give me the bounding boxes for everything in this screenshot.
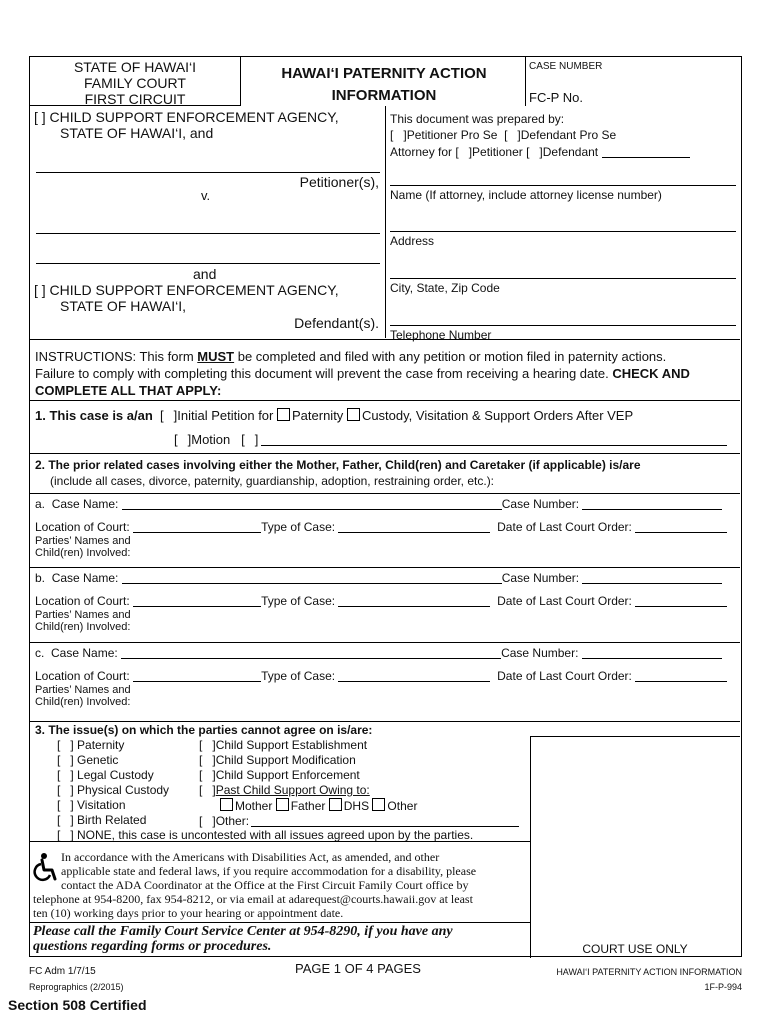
parties-row	[35, 609, 131, 633]
issue-physical-custody-label: Physical Custody	[77, 783, 170, 797]
location-label: Location of Court:	[35, 669, 130, 683]
case-number-label: Case Number:	[501, 571, 580, 585]
ada-line4: telephone at 954-8200, fax 954-8212, or via email at adarequest@courts.hawaii.gov at least	[33, 892, 473, 906]
entry-letter: b.	[35, 571, 46, 585]
section2-title: 2. The prior related cases involving either the Mother, Father, Child(ren) and Caretaker (if applicable) is/are	[35, 458, 641, 472]
issue-past-cs[interactable]: [ ]Past Child Support Owing to:	[199, 783, 370, 797]
parties-label-line1: Parties’ Names and	[35, 684, 131, 696]
case-number-line[interactable]	[582, 647, 722, 659]
court-use-label: COURT USE ONLY	[582, 942, 688, 956]
section1-label: 1. This case is a/an	[35, 408, 153, 423]
parties-row	[35, 535, 131, 559]
issue-other-label: Other:	[215, 814, 250, 828]
issue-paternity-label: Paternity	[77, 738, 125, 752]
attorney-petitioner-option[interactable]: Petitioner	[472, 145, 523, 159]
paternity-label: Paternity	[292, 408, 344, 423]
ada-notice-bottom	[33, 892, 473, 920]
versus-label: v.	[201, 188, 211, 203]
ada-line2: applicable state and federal laws, if you require accommodation for a disability, please	[61, 864, 477, 878]
petitioner-agency-line1[interactable]: [ ] CHILD SUPPORT ENFORCEMENT AGENCY,	[34, 109, 339, 125]
owing-dhs-label: DHS	[343, 799, 370, 813]
case-number-label: CASE NUMBER	[529, 61, 603, 72]
case-name-line[interactable]	[121, 647, 501, 659]
issue-birth-related[interactable]: [ ] Birth Related	[57, 813, 147, 827]
issue-cs-modification[interactable]: [ ]Child Support Modification	[199, 753, 356, 767]
defendant-agency-line1[interactable]: [ ] CHILD SUPPORT ENFORCEMENT AGENCY,	[34, 282, 339, 298]
issue-none-label: NONE, this case is uncontested with all issues agreed upon by the parties.	[77, 828, 474, 842]
case-name-label: Case Name:	[51, 571, 119, 585]
instructions-must: MUST	[197, 349, 235, 364]
location-row	[35, 594, 727, 608]
issue-other[interactable]: [ ]Other:	[199, 814, 519, 829]
issue-none[interactable]: [ ] NONE, this case is uncontested with all issues agreed upon by the parties.	[57, 828, 474, 842]
parties-label-line1: Parties’ Names and	[35, 609, 131, 621]
address-line[interactable]	[390, 231, 736, 232]
service-center-line2: questions regarding forms or procedures.	[33, 939, 272, 954]
owing-dhs-checkbox[interactable]	[329, 798, 342, 811]
phone-line[interactable]	[390, 325, 736, 326]
date-line[interactable]	[635, 521, 727, 533]
type-line[interactable]	[338, 670, 490, 682]
owing-other-label: Other	[387, 799, 418, 813]
name-line[interactable]	[390, 185, 736, 186]
motion-option[interactable]: Motion	[191, 432, 231, 447]
attorney-defendant-option[interactable]: Defendant	[542, 145, 599, 159]
case-name-row	[35, 571, 722, 585]
footer-form-title: HAWAI‘I PATERNITY ACTION INFORMATION	[556, 967, 742, 977]
date-line[interactable]	[635, 595, 727, 607]
issue-genetic[interactable]: [ ] Genetic	[57, 753, 119, 767]
petitioner-agency-line2: STATE OF HAWAI‘I, and	[60, 125, 214, 141]
issue-physical-custody[interactable]: [ ] Physical Custody	[57, 783, 170, 797]
service-center-note	[33, 924, 453, 954]
service-center-line1: Please call the Family Court Service Center at 954-8290, if you have any	[33, 924, 453, 939]
defendant-label: Defendant(s).	[294, 315, 379, 331]
location-line[interactable]	[133, 670, 261, 682]
paternity-checkbox[interactable]	[277, 408, 290, 421]
case-name-row	[35, 646, 722, 660]
date-label: Date of Last Court Order:	[497, 594, 632, 608]
parties-label-line2: Child(ren) Involved:	[35, 696, 131, 708]
defendant-agency	[34, 282, 339, 314]
ada-notice-top	[61, 850, 476, 892]
court-heading	[30, 59, 240, 107]
ada-line5: ten (10) working days prior to your hearing or appointment date.	[33, 906, 344, 920]
ada-line3: contact the ADA Coordinator at the Office at the First Circuit Family Court office by	[61, 878, 469, 892]
petitioner-label: Petitioner(s),	[299, 174, 379, 190]
issue-past-cs-label: Past Child Support Owing to:	[215, 783, 370, 797]
court-family: FAMILY COURT	[84, 75, 186, 91]
owing-mother-label: Mother	[235, 799, 273, 813]
entry-letter: a.	[35, 497, 46, 511]
attorney-other-line[interactable]	[602, 146, 690, 158]
instructions-prefix: INSTRUCTIONS: This form	[35, 349, 198, 364]
pro-se-defendant-option[interactable]: Defendant Pro Se	[520, 128, 617, 142]
case-name-label: Case Name:	[51, 646, 118, 660]
owing-mother-checkbox[interactable]	[220, 798, 233, 811]
footer-form-code: 1F-P-994	[704, 982, 742, 992]
case-name-label: Case Name:	[51, 497, 119, 511]
form-id: FC Adm 1/7/15	[29, 966, 96, 977]
pro-se-options: [ ]Petitioner Pro Se [ ]Defendant Pro Se	[390, 128, 617, 142]
issue-cs-establishment[interactable]: [ ]Child Support Establishment	[199, 738, 368, 752]
attorney-for-label: Attorney for	[390, 145, 453, 159]
owing-options	[199, 798, 519, 814]
form-title-line2: INFORMATION	[331, 87, 437, 104]
section-508-certified: Section 508 Certified	[8, 997, 147, 1013]
location-row	[35, 669, 727, 683]
issue-legal-custody-label: Legal Custody	[77, 768, 154, 782]
instructions-line1	[35, 348, 740, 365]
issue-cs-enforcement-label: Child Support Enforcement	[215, 768, 360, 782]
instructions-complete: COMPLETE ALL THAT APPLY:	[35, 383, 222, 398]
court-circuit: FIRST CIRCUIT	[84, 91, 186, 107]
motion-other-line[interactable]	[261, 434, 727, 446]
phone-label: Telephone Number	[390, 328, 492, 342]
defendant-name-line-2[interactable]	[36, 263, 380, 264]
paternity-form	[29, 56, 742, 957]
preparer-intro: This document was prepared by:	[390, 112, 565, 126]
custody-checkbox[interactable]	[347, 408, 360, 421]
pro-se-petitioner-option[interactable]: Petitioner Pro Se	[406, 128, 498, 142]
address-label: Address	[390, 234, 435, 248]
date-label: Date of Last Court Order:	[497, 669, 632, 683]
issue-other-line[interactable]	[251, 815, 519, 827]
issue-paternity[interactable]: [ ] Paternity	[57, 738, 125, 752]
form-title	[242, 63, 526, 107]
city-line[interactable]	[390, 278, 736, 279]
location-line[interactable]	[133, 521, 261, 533]
instructions-line2-text: Failure to comply with completing this document will prevent the case from receiving a hearing date.	[35, 366, 613, 381]
issue-legal-custody[interactable]: [ ] Legal Custody	[57, 768, 154, 782]
issue-birth-related-label: Birth Related	[77, 813, 147, 827]
issue-cs-modification-label: Child Support Modification	[215, 753, 356, 767]
type-label: Type of Case:	[261, 520, 336, 534]
section3-right-list	[199, 738, 519, 829]
section1-row2: [ ]Motion [ ]	[174, 432, 727, 447]
section3-title: 3. The issue(s) on which the parties cannot agree on is/are:	[35, 723, 373, 737]
owing-father-label: Father	[290, 799, 326, 813]
type-line[interactable]	[338, 595, 490, 607]
case-number-line[interactable]	[582, 498, 722, 510]
issue-cs-establishment-label: Child Support Establishment	[215, 738, 368, 752]
defendant-agency-line2: STATE OF HAWAI‘I,	[60, 298, 186, 314]
issue-visitation-label: Visitation	[77, 798, 126, 812]
type-label: Type of Case:	[261, 594, 336, 608]
instructions-check: CHECK AND	[612, 366, 690, 381]
petitioner-agency	[34, 109, 339, 141]
instructions	[30, 348, 740, 399]
petitioner-name-line[interactable]	[36, 172, 380, 173]
and-label: and	[193, 266, 217, 282]
location-line[interactable]	[133, 595, 261, 607]
parties-label-line2: Child(ren) Involved:	[35, 547, 131, 559]
name-label: Name (If attorney, include attorney license number)	[390, 188, 662, 202]
parties-label-line2: Child(ren) Involved:	[35, 621, 131, 633]
location-label: Location of Court:	[35, 520, 130, 534]
location-row	[35, 520, 727, 534]
case-number-field[interactable]: FC-P No.	[529, 90, 583, 105]
initial-petition-option[interactable]: Initial Petition for	[177, 408, 274, 423]
accessibility-icon	[33, 852, 59, 887]
parties-row	[35, 684, 131, 708]
issue-genetic-label: Genetic	[77, 753, 119, 767]
case-number-label: Case Number:	[501, 497, 580, 511]
reprographics: Reprographics (2/2015)	[29, 982, 124, 992]
case-name-row	[35, 497, 722, 511]
instructions-line2	[35, 365, 740, 382]
page-indicator: PAGE 1 OF 4 PAGES	[295, 961, 421, 976]
issue-cs-enforcement[interactable]: [ ]Child Support Enforcement	[199, 768, 360, 782]
section2-subtitle: (include all cases, divorce, paternity, guardianship, adoption, restraining order, etc.):	[50, 474, 495, 488]
instructions-line1-rest: be completed and filed with any petition or motion filed in paternity actions.	[234, 349, 667, 364]
city-label: City, State, Zip Code	[390, 281, 500, 295]
type-line[interactable]	[338, 521, 490, 533]
owing-father-checkbox[interactable]	[276, 798, 289, 811]
defendant-name-line-1[interactable]	[36, 233, 380, 234]
case-number-line[interactable]	[582, 572, 722, 584]
owing-other-checkbox[interactable]	[372, 798, 385, 811]
date-line[interactable]	[635, 670, 727, 682]
issue-visitation[interactable]: [ ] Visitation	[57, 798, 126, 812]
location-label: Location of Court:	[35, 594, 130, 608]
case-number-label: Case Number:	[501, 646, 579, 660]
parties-label-line1: Parties’ Names and	[35, 535, 131, 547]
form-title-line1: HAWAI‘I PATERNITY ACTION	[281, 65, 487, 82]
date-label: Date of Last Court Order:	[497, 520, 632, 534]
ada-line1: In accordance with the Americans with Disabilities Act, as amended, and other	[61, 850, 440, 864]
attorney-options: Attorney for [ ]Petitioner [ ]Defendant	[390, 145, 690, 159]
entry-letter: c.	[35, 646, 45, 660]
section1-row1: 1. This case is a/an [ ]Initial Petition for Paternity Custody, Visitation & Support Orders After VEP	[35, 408, 634, 423]
custody-label: Custody, Visitation & Support Orders After VEP	[361, 408, 634, 423]
court-state: STATE OF HAWAI‘I	[73, 59, 197, 75]
case-name-line[interactable]	[122, 572, 502, 584]
case-name-line[interactable]	[122, 498, 502, 510]
type-label: Type of Case:	[261, 669, 336, 683]
